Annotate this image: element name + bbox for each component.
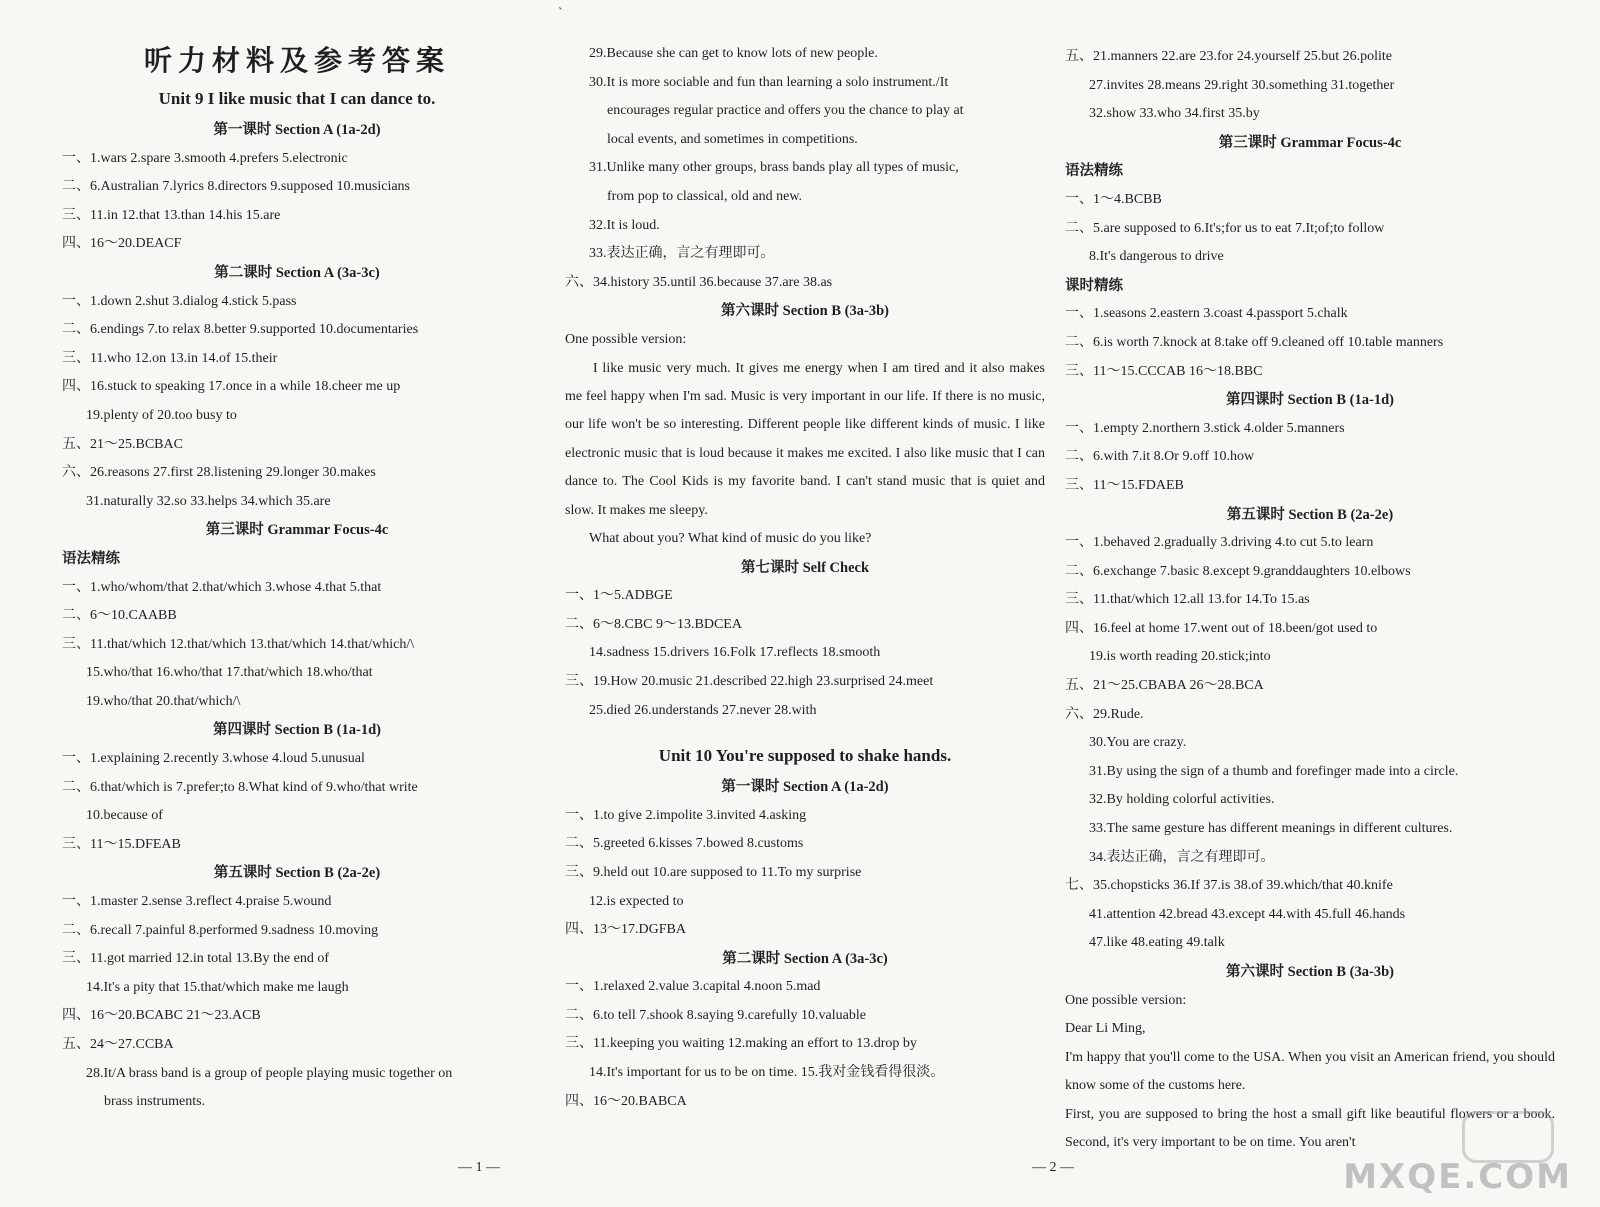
- answer-line: 一、1.empty 2.northern 3.stick 4.older 5.manners: [1065, 420, 1345, 436]
- answer-line: 一、1.seasons 2.eastern 3.coast 4.passport 5.chalk: [1065, 306, 1348, 322]
- page-number-2: — 2 —: [1032, 1160, 1074, 1175]
- section-heading: 第一课时 Section A (1a-2d): [213, 122, 381, 138]
- answer-line: 31.naturally 32.so 33.helps 34.which 35.are: [86, 493, 331, 509]
- answer-line: 三、19.How 20.music 21.described 22.high 23.surprised 24.meet: [565, 673, 934, 689]
- answer-line: 二、6.recall 7.painful 8.performed 9.sadness 10.moving: [62, 922, 379, 938]
- answer-line: 25.died 26.understands 27.never 28.with: [589, 702, 817, 718]
- unit-9-title: Unit 9 I like music that I can dance to.: [158, 89, 436, 108]
- answer-line: 一、1.behaved 2.gradually 3.driving 4.to cut 5.to learn: [1065, 535, 1374, 551]
- answer-line: 六、34.history 35.until 36.because 37.are 38.as: [565, 274, 833, 290]
- answer-line: Dear Li Ming,: [1065, 1021, 1146, 1037]
- section-heading: 第二课时 Section A (3a-3c): [722, 950, 888, 967]
- watermark: MXQE.COM: [1343, 1157, 1572, 1197]
- section-heading: 第五课时 Section B (2a-2e): [213, 865, 381, 882]
- answer-line: 一、1～5.ADBGE: [565, 588, 673, 604]
- answer-line: 8.It's dangerous to drive: [1089, 249, 1224, 265]
- answer-line: 四、16～20.BCABC 21～23.ACB: [62, 1008, 261, 1024]
- answer-line: 六、29.Rude.: [1065, 706, 1144, 722]
- answer-line: 19.is worth reading 20.stick;into: [1089, 649, 1271, 665]
- answer-line: 三、11～15.FDAEB: [1065, 477, 1184, 493]
- answer-line: 一、1～4.BCBB: [1065, 191, 1162, 207]
- answer-line: 15.who/that 16.who/that 17.that/which 18.who/that: [86, 665, 373, 681]
- answer-line: 四、16.feel at home 17.went out of 18.been/got used to: [1065, 620, 1378, 636]
- answer-line: 10.because of: [86, 808, 163, 824]
- section-heading: 第六课时 Section B (3a-3b): [1226, 964, 1394, 980]
- answer-line: 四、16.stuck to speaking 17.once in a while 18.cheer me up: [62, 379, 401, 395]
- answer-line: local events, and sometimes in competitions.: [607, 131, 858, 147]
- answer-line: 32.show 33.who 34.first 35.by: [1089, 106, 1260, 122]
- answer-line: 二、6.is worth 7.knock at 8.take off 9.cleaned off 10.table manners: [1065, 334, 1444, 350]
- column-2-body: [565, 40, 1045, 1116]
- column-1-body: [62, 116, 532, 1117]
- answer-line: 二、5.greeted 6.kisses 7.bowed 8.customs: [565, 836, 804, 852]
- answer-line: 34.表达正确，言之有理即可。: [1089, 849, 1275, 865]
- answer-line: 四、16～20.DEACF: [62, 236, 182, 252]
- answer-line: 14.sadness 15.drivers 16.Folk 17.reflects 18.smooth: [589, 645, 881, 661]
- answer-line: 一、1.down 2.shut 3.dialog 4.stick 5.pass: [62, 293, 297, 309]
- answer-line: 三、11.got married 12.in total 13.By the end of: [62, 951, 329, 967]
- essay-paragraph: First, you are supposed to bring the host a small gift like beautiful flowers or a book. Second, it's very important to be on time. You aren't: [1065, 1106, 1555, 1150]
- section-heading: 第四课时 Section B (1a-1d): [1226, 392, 1394, 409]
- answer-line: One possible version:: [565, 331, 687, 347]
- answer-line: 30.It is more sociable and fun than learning a solo instrument./It: [589, 74, 949, 90]
- answer-line: 五、21.manners 22.are 23.for 24.yourself 25.but 26.polite: [1065, 49, 1392, 64]
- answer-line: encourages regular practice and offers you the chance to play at: [607, 103, 964, 119]
- answer-line: 31.By using the sign of a thumb and forefinger made into a circle.: [1089, 763, 1459, 779]
- answer-line: 三、11.that/which 12.all 13.for 14.To 15.as: [1065, 592, 1310, 608]
- answer-line: 二、6.that/which is 7.prefer;to 8.What kind of 9.who/that write: [62, 779, 418, 795]
- scan-mark: ˋ: [558, 6, 563, 21]
- answer-line: 七、35.chopsticks 36.If 37.is 38.of 39.which/that 40.knife: [1065, 878, 1393, 894]
- unit-10-title: Unit 10 You're supposed to shake hands.: [658, 746, 952, 766]
- section-heading: 第三课时 Grammar Focus-4c: [205, 522, 389, 539]
- answer-line: 六、26.reasons 27.first 28.listening 29.longer 30.makes: [62, 465, 376, 481]
- answer-line: brass instruments.: [104, 1094, 206, 1110]
- answer-line: 32.By holding colorful activities.: [1089, 792, 1275, 808]
- answer-line: 二、5.are supposed to 6.It's;for us to eat 7.It;of;to follow: [1065, 220, 1385, 236]
- answer-line: 三、11～15.CCCAB 16～18.BBC: [1065, 363, 1263, 379]
- answer-line: from pop to classical, old and new.: [607, 188, 803, 204]
- answer-line: 二、6.with 7.it 8.Or 9.off 10.how: [1065, 449, 1255, 465]
- answer-line: 三、11.keeping you waiting 12.making an effort to 13.drop by: [565, 1036, 917, 1052]
- answer-line: 32.It is loud.: [589, 217, 660, 233]
- answer-line: 一、1.to give 2.impolite 3.invited 4.asking: [565, 807, 807, 823]
- answer-line: 47.like 48.eating 49.talk: [1089, 935, 1225, 951]
- answer-line: One possible version:: [1065, 992, 1187, 1008]
- answer-line: 三、11.who 12.on 13.in 14.of 15.their: [62, 350, 278, 366]
- answer-line: 四、16～20.BABCA: [565, 1093, 687, 1109]
- answer-line: 四、13～17.DGFBA: [565, 922, 686, 938]
- section-heading: 第六课时 Section B (3a-3b): [721, 303, 889, 320]
- answer-line: 一、1.master 2.sense 3.reflect 4.praise 5.wound: [62, 894, 332, 910]
- answer-line: 19.plenty of 20.too busy to: [86, 407, 237, 423]
- answer-line: 二、6.exchange 7.basic 8.except 9.granddaughters 10.elbows: [1065, 563, 1411, 579]
- answer-line: What about you? What kind of music do you like?: [589, 530, 872, 546]
- answer-line: 31.Unlike many other groups, brass bands play all types of music,: [589, 160, 959, 176]
- section-heading: 第一课时 Section A (1a-2d): [721, 779, 889, 796]
- answer-line: 28.It/A brass band is a group of people playing music together on: [86, 1065, 453, 1081]
- subsection-label: 课时精练: [1065, 277, 1123, 294]
- document-title: 听力材料及参考答案: [143, 46, 450, 77]
- answer-line: 二、6.Australian 7.lyrics 8.directors 9.supposed 10.musicians: [62, 179, 411, 195]
- answer-line: 五、21～25.BCBAC: [62, 436, 183, 452]
- answer-line: 一、1.explaining 2.recently 3.whose 4.loud 5.unusual: [62, 751, 365, 767]
- watermark-seal: [1462, 1111, 1554, 1163]
- answer-line: 三、11.that/which 12.that/which 13.that/which 14.that/which/\: [62, 636, 415, 652]
- answer-line: 27.invites 28.means 29.right 30.something 31.together: [1089, 77, 1395, 93]
- answer-line: 二、6.endings 7.to relax 8.better 9.supported 10.documentaries: [62, 322, 419, 338]
- subsection-label: 语法精练: [1065, 163, 1123, 180]
- column-1: [62, 42, 532, 1117]
- answer-line: 14.It's a pity that 15.that/which make me laugh: [86, 979, 349, 995]
- answer-line: 19.who/that 20.that/which/\: [86, 693, 241, 709]
- essay-paragraph: I like music very much. It gives me energy when I am tired and it also makes me feel happy when I'm sad. Music is very important in our life. If there is no music, our life won't be so interesting. Different people like different kinds of music. I like electronic music that is loud because it makes me excited. I also like music that I can dance to. The Cool Kids is my favorite band. I can't stand music that is quiet and slow. It makes me sleepy.: [565, 360, 1045, 518]
- answer-line: 33.The same gesture has different meanings in different cultures.: [1089, 821, 1453, 837]
- column-3: [1065, 43, 1555, 1157]
- answer-line: 五、24～27.CCBA: [62, 1037, 174, 1052]
- answer-line: 三、11.in 12.that 13.than 14.his 15.are: [62, 207, 281, 223]
- column-3-body: [1065, 43, 1555, 1157]
- answer-line: 五、21～25.CBABA 26～28.BCA: [1065, 678, 1264, 694]
- answer-line: 12.is expected to: [589, 893, 684, 909]
- answer-line: 一、1.who/whom/that 2.that/which 3.whose 4.that 5.that: [62, 579, 382, 595]
- answer-line: 29.Because she can get to know lots of new people.: [589, 46, 878, 61]
- section-heading: 第七课时 Self Check: [740, 559, 870, 576]
- essay-paragraph: I'm happy that you'll come to the USA. When you visit an American friend, you should know some of the customs here.: [1065, 1049, 1555, 1094]
- answer-line: 14.It's important for us to be on time. 15.我对金钱看得很淡。: [589, 1065, 945, 1081]
- column-2: [565, 40, 1045, 1116]
- section-heading: 第三课时 Grammar Focus-4c: [1218, 134, 1402, 151]
- answer-line: 30.You are crazy.: [1089, 735, 1187, 751]
- section-heading: 第二课时 Section A (3a-3c): [214, 264, 380, 281]
- section-heading: 第四课时 Section B (1a-1d): [213, 722, 381, 739]
- answer-line: 33.表达正确，言之有理即可。: [589, 246, 775, 262]
- section-heading: 第五课时 Section B (2a-2e): [1226, 506, 1394, 523]
- subsection-label: 语法精练: [62, 550, 120, 567]
- answer-line: 二、6.to tell 7.shook 8.saying 9.carefully 10.valuable: [565, 1007, 866, 1023]
- answer-line: 二、6～8.CBC 9～13.BDCEA: [565, 616, 742, 632]
- answer-line: 一、1.wars 2.spare 3.smooth 4.prefers 5.electronic: [62, 150, 348, 166]
- answer-line: 一、1.relaxed 2.value 3.capital 4.noon 5.mad: [565, 979, 821, 995]
- answer-line: 二、6～10.CAABB: [62, 608, 177, 624]
- answer-line: 41.attention 42.bread 43.except 44.with 45.full 46.hands: [1089, 906, 1406, 922]
- answer-line: 三、9.held out 10.are supposed to 11.To my surprise: [565, 864, 862, 880]
- page-number-1: — 1 —: [458, 1160, 500, 1175]
- answer-line: 三、11～15.DFEAB: [62, 836, 181, 852]
